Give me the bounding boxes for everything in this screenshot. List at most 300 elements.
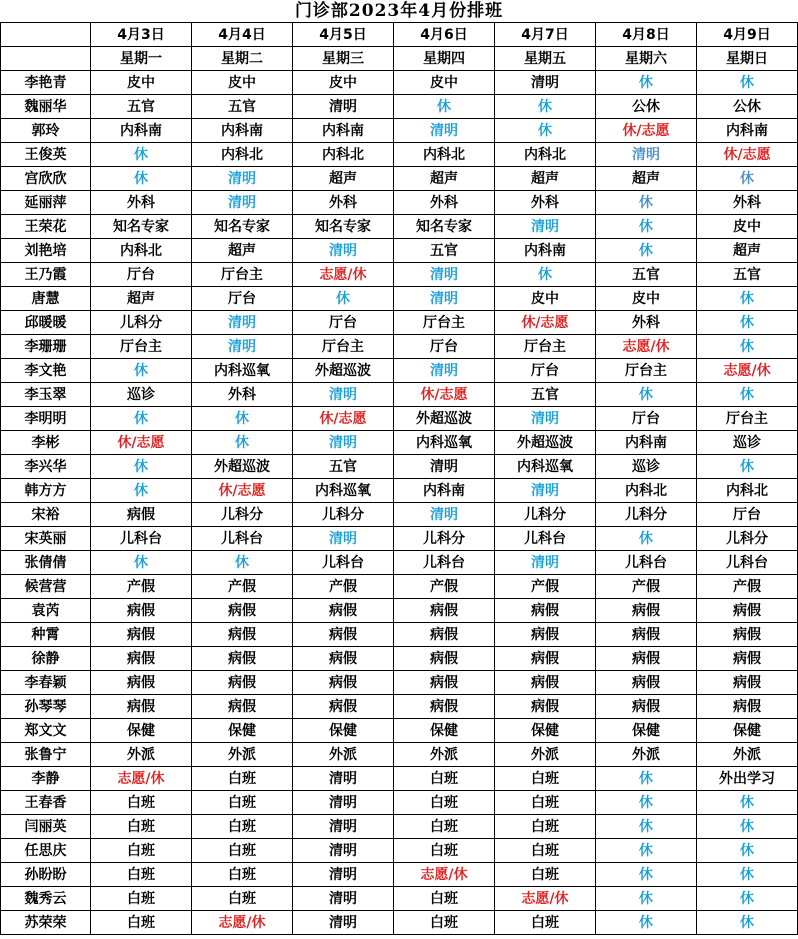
table-row (1, 575, 798, 599)
table-row (1, 599, 798, 623)
shift-cell: 知名专家 (192, 215, 293, 239)
shift-cell: 厅台主 (697, 407, 798, 431)
staff-name: 魏秀云 (1, 887, 91, 911)
weekday-header: 星期二 (192, 47, 293, 71)
shift-cell: 外科 (697, 191, 798, 215)
table-row (1, 887, 798, 911)
shift-cell: 白班 (91, 791, 192, 815)
shift-cell: 病假 (697, 695, 798, 719)
staff-name: 李玉翠 (1, 383, 91, 407)
shift-cell: 厅台 (192, 287, 293, 311)
shift-cell: 五官 (394, 239, 495, 263)
shift-cell: 休 (91, 551, 192, 575)
shift-cell: 清明 (293, 791, 394, 815)
shift-cell: 外超巡波 (192, 455, 293, 479)
shift-cell: 休/志愿 (596, 119, 697, 143)
shift-cell: 清明 (293, 911, 394, 935)
shift-cell: 五官 (91, 95, 192, 119)
shift-cell: 休 (697, 383, 798, 407)
shift-cell: 超声 (596, 167, 697, 191)
shift-cell: 清明 (293, 839, 394, 863)
shift-cell: 休 (192, 407, 293, 431)
shift-cell: 皮中 (192, 71, 293, 95)
shift-cell: 五官 (293, 455, 394, 479)
shift-cell: 休 (697, 863, 798, 887)
shift-cell: 病假 (91, 695, 192, 719)
shift-cell: 休 (697, 911, 798, 935)
shift-cell: 清明 (293, 527, 394, 551)
staff-name: 李春颖 (1, 671, 91, 695)
shift-cell: 外派 (192, 743, 293, 767)
table-row (1, 791, 798, 815)
table-row (1, 263, 798, 287)
shift-cell: 休/志愿 (293, 407, 394, 431)
shift-cell: 病假 (91, 599, 192, 623)
staff-name: 孙盼盼 (1, 863, 91, 887)
shift-cell: 内科北 (192, 143, 293, 167)
shift-cell: 内科南 (495, 239, 596, 263)
weekday-header: 星期三 (293, 47, 394, 71)
shift-cell: 病假 (495, 599, 596, 623)
shift-cell: 白班 (91, 887, 192, 911)
shift-cell: 内科南 (293, 119, 394, 143)
shift-cell: 清明 (394, 287, 495, 311)
table-row (1, 623, 798, 647)
date-header: 4月3日 (91, 23, 192, 47)
shift-cell: 皮中 (697, 215, 798, 239)
staff-name: 王春香 (1, 791, 91, 815)
shift-cell: 清明 (192, 335, 293, 359)
shift-cell: 休 (596, 767, 697, 791)
table-row (1, 719, 798, 743)
shift-cell: 清明 (495, 551, 596, 575)
table-row (1, 287, 798, 311)
shift-cell: 外派 (394, 743, 495, 767)
shift-cell: 病假 (697, 647, 798, 671)
shift-cell: 休 (91, 479, 192, 503)
shift-cell: 外科 (293, 191, 394, 215)
weekday-header: 星期四 (394, 47, 495, 71)
shift-cell: 白班 (394, 815, 495, 839)
shift-cell: 厅台主 (91, 335, 192, 359)
shift-cell: 白班 (192, 791, 293, 815)
shift-cell: 白班 (495, 911, 596, 935)
staff-name: 徐静 (1, 647, 91, 671)
shift-cell: 白班 (91, 839, 192, 863)
shift-cell: 皮中 (91, 71, 192, 95)
shift-cell: 内科巡氧 (192, 359, 293, 383)
shift-cell: 志愿/休 (394, 863, 495, 887)
shift-cell: 儿科台 (192, 527, 293, 551)
shift-cell: 病假 (91, 647, 192, 671)
staff-name: 郭玲 (1, 119, 91, 143)
table-row (1, 143, 798, 167)
shift-cell: 超声 (293, 167, 394, 191)
shift-cell: 保健 (293, 719, 394, 743)
shift-cell: 儿科分 (192, 503, 293, 527)
shift-cell: 外超巡波 (394, 407, 495, 431)
table-row (1, 911, 798, 935)
shift-cell: 白班 (394, 839, 495, 863)
shift-cell: 清明 (394, 263, 495, 287)
shift-cell: 超声 (495, 167, 596, 191)
shift-cell: 病假 (293, 695, 394, 719)
staff-name: 袁芮 (1, 599, 91, 623)
shift-cell: 志愿/休 (293, 263, 394, 287)
shift-cell: 休 (495, 119, 596, 143)
table-row (1, 215, 798, 239)
staff-name: 唐慧 (1, 287, 91, 311)
shift-cell: 清明 (192, 191, 293, 215)
shift-cell: 儿科分 (596, 503, 697, 527)
shift-cell: 白班 (495, 839, 596, 863)
shift-cell: 产假 (596, 575, 697, 599)
weekday-header: 星期一 (91, 47, 192, 71)
table-row (1, 839, 798, 863)
staff-name: 宫欣欣 (1, 167, 91, 191)
shift-cell: 病假 (495, 671, 596, 695)
staff-name: 李彬 (1, 431, 91, 455)
shift-cell: 清明 (394, 359, 495, 383)
shift-cell: 休/志愿 (91, 431, 192, 455)
shift-cell: 外科 (394, 191, 495, 215)
staff-name: 李文艳 (1, 359, 91, 383)
shift-cell: 儿科台 (91, 527, 192, 551)
shift-cell: 清明 (495, 479, 596, 503)
staff-name: 苏荣荣 (1, 911, 91, 935)
shift-cell: 厅台 (495, 359, 596, 383)
shift-cell: 产假 (697, 575, 798, 599)
shift-cell: 外派 (91, 743, 192, 767)
shift-cell: 白班 (192, 863, 293, 887)
shift-cell: 休 (596, 215, 697, 239)
shift-cell: 儿科台 (394, 551, 495, 575)
staff-name: 候营营 (1, 575, 91, 599)
shift-cell: 病假 (293, 623, 394, 647)
shift-cell: 病假 (293, 647, 394, 671)
shift-cell: 休/志愿 (192, 479, 293, 503)
staff-name: 韩方方 (1, 479, 91, 503)
shift-cell: 志愿/休 (596, 335, 697, 359)
shift-cell: 厅台 (596, 407, 697, 431)
shift-cell: 志愿/休 (495, 887, 596, 911)
staff-name: 闫丽英 (1, 815, 91, 839)
staff-name: 刘艳培 (1, 239, 91, 263)
shift-cell: 白班 (394, 887, 495, 911)
shift-cell: 内科巡氧 (394, 431, 495, 455)
table-row (1, 335, 798, 359)
shift-cell: 休 (596, 527, 697, 551)
shift-cell: 清明 (293, 815, 394, 839)
table-row (1, 647, 798, 671)
shift-cell: 内科北 (91, 239, 192, 263)
table-row (1, 503, 798, 527)
shift-cell: 厅台主 (293, 335, 394, 359)
corner-cell (1, 47, 91, 71)
shift-cell: 外派 (697, 743, 798, 767)
shift-cell: 清明 (293, 431, 394, 455)
shift-cell: 皮中 (495, 287, 596, 311)
shift-cell: 病假 (192, 623, 293, 647)
shift-cell: 休 (697, 311, 798, 335)
shift-cell: 皮中 (596, 287, 697, 311)
shift-cell: 休 (596, 791, 697, 815)
table-row (1, 551, 798, 575)
shift-cell: 病假 (91, 671, 192, 695)
shift-cell: 内科南 (697, 119, 798, 143)
shift-cell: 产假 (293, 575, 394, 599)
shift-cell: 休 (596, 239, 697, 263)
shift-cell: 休 (192, 431, 293, 455)
shift-cell: 白班 (192, 767, 293, 791)
shift-cell: 五官 (596, 263, 697, 287)
table-row (1, 407, 798, 431)
shift-cell: 清明 (293, 239, 394, 263)
shift-cell: 清明 (495, 407, 596, 431)
shift-cell: 产假 (91, 575, 192, 599)
shift-cell: 休 (596, 383, 697, 407)
shift-cell: 休 (192, 551, 293, 575)
shift-cell: 休 (495, 263, 596, 287)
shift-cell: 儿科台 (495, 527, 596, 551)
shift-cell: 志愿/休 (697, 359, 798, 383)
shift-cell: 外科 (495, 191, 596, 215)
shift-cell: 休 (697, 791, 798, 815)
shift-cell: 知名专家 (91, 215, 192, 239)
shift-cell: 内科北 (293, 143, 394, 167)
shift-cell: 清明 (192, 311, 293, 335)
shift-cell: 皮中 (293, 71, 394, 95)
shift-cell: 儿科台 (596, 551, 697, 575)
shift-cell: 病假 (394, 623, 495, 647)
shift-cell: 休 (596, 71, 697, 95)
shift-cell: 超声 (697, 239, 798, 263)
table-row (1, 359, 798, 383)
shift-cell: 清明 (495, 71, 596, 95)
shift-cell: 休 (495, 95, 596, 119)
shift-cell: 白班 (91, 911, 192, 935)
shift-cell: 清明 (293, 95, 394, 119)
shift-cell: 病假 (394, 695, 495, 719)
date-header: 4月4日 (192, 23, 293, 47)
shift-cell: 外科 (596, 311, 697, 335)
table-row (1, 167, 798, 191)
shift-cell: 巡诊 (697, 431, 798, 455)
shift-cell: 休 (394, 95, 495, 119)
table-row (1, 455, 798, 479)
shift-cell: 内科南 (394, 479, 495, 503)
shift-cell: 外派 (293, 743, 394, 767)
shift-cell: 白班 (192, 887, 293, 911)
shift-cell: 病假 (394, 647, 495, 671)
shift-cell: 内科北 (697, 479, 798, 503)
shift-cell: 外派 (596, 743, 697, 767)
shift-cell: 公休 (596, 95, 697, 119)
shift-cell: 休/志愿 (697, 143, 798, 167)
shift-cell: 休 (91, 359, 192, 383)
shift-cell: 白班 (495, 863, 596, 887)
shift-cell: 厅台主 (192, 263, 293, 287)
shift-cell: 厅台主 (596, 359, 697, 383)
shift-cell: 病假 (495, 647, 596, 671)
shift-cell: 外科 (91, 191, 192, 215)
table-row (1, 815, 798, 839)
shift-cell: 保健 (495, 719, 596, 743)
shift-cell: 病假 (596, 671, 697, 695)
shift-cell: 志愿/休 (91, 767, 192, 791)
staff-name: 魏丽华 (1, 95, 91, 119)
shift-cell: 儿科台 (697, 551, 798, 575)
table-row (1, 527, 798, 551)
shift-cell: 清明 (495, 215, 596, 239)
shift-cell: 病假 (495, 623, 596, 647)
table-row (1, 239, 798, 263)
title-row (1, 0, 798, 23)
shift-cell: 病假 (293, 671, 394, 695)
staff-name: 郑文文 (1, 719, 91, 743)
shift-cell: 保健 (394, 719, 495, 743)
shift-cell: 厅台 (293, 311, 394, 335)
shift-cell: 白班 (394, 791, 495, 815)
shift-cell: 超声 (394, 167, 495, 191)
weekday-header: 星期日 (697, 47, 798, 71)
weekday-header: 星期五 (495, 47, 596, 71)
shift-cell: 休 (697, 887, 798, 911)
shift-cell: 病假 (192, 671, 293, 695)
shift-cell: 休 (596, 887, 697, 911)
shift-cell: 病假 (495, 695, 596, 719)
shift-cell: 保健 (192, 719, 293, 743)
page-title: 门诊部2023年4月份排班 (294, 1, 504, 21)
shift-cell: 厅台 (697, 503, 798, 527)
shift-cell: 病假 (192, 647, 293, 671)
shift-cell: 清明 (293, 767, 394, 791)
shift-cell: 病假 (91, 503, 192, 527)
shift-cell: 病假 (596, 623, 697, 647)
shift-cell: 儿科分 (91, 311, 192, 335)
staff-name: 王乃霞 (1, 263, 91, 287)
shift-cell: 病假 (192, 695, 293, 719)
shift-cell: 内科南 (596, 431, 697, 455)
staff-name: 宋裕 (1, 503, 91, 527)
shift-cell: 儿科分 (495, 503, 596, 527)
shift-cell: 病假 (697, 623, 798, 647)
shift-cell: 病假 (596, 647, 697, 671)
staff-name: 李兴华 (1, 455, 91, 479)
shift-cell: 内科北 (596, 479, 697, 503)
shift-cell: 保健 (697, 719, 798, 743)
shift-cell: 清明 (394, 455, 495, 479)
table-row (1, 95, 798, 119)
staff-name: 王荣花 (1, 215, 91, 239)
shift-cell: 外出学习 (697, 767, 798, 791)
shift-cell: 皮中 (394, 71, 495, 95)
shift-cell: 志愿/休 (192, 911, 293, 935)
table-row (1, 191, 798, 215)
shift-cell: 儿科台 (293, 551, 394, 575)
table-row (1, 743, 798, 767)
shift-cell: 保健 (91, 719, 192, 743)
date-header: 4月6日 (394, 23, 495, 47)
table-row (1, 863, 798, 887)
staff-name: 孙琴琴 (1, 695, 91, 719)
shift-cell: 儿科分 (293, 503, 394, 527)
table-row (1, 119, 798, 143)
shift-cell: 休 (596, 191, 697, 215)
staff-name: 延丽萍 (1, 191, 91, 215)
shift-cell: 休/志愿 (495, 311, 596, 335)
staff-name: 王俊英 (1, 143, 91, 167)
shift-cell: 白班 (192, 815, 293, 839)
shift-cell: 产假 (192, 575, 293, 599)
shift-cell: 白班 (495, 767, 596, 791)
table-row (1, 71, 798, 95)
staff-name: 李静 (1, 767, 91, 791)
shift-cell: 白班 (192, 839, 293, 863)
shift-cell: 厅台 (91, 263, 192, 287)
shift-cell: 知名专家 (394, 215, 495, 239)
shift-cell: 清明 (394, 119, 495, 143)
shift-cell: 病假 (596, 599, 697, 623)
shift-cell: 清明 (293, 887, 394, 911)
shift-cell: 白班 (394, 767, 495, 791)
shift-cell: 内科巡氧 (495, 455, 596, 479)
shift-cell: 外派 (495, 743, 596, 767)
shift-cell: 产假 (394, 575, 495, 599)
shift-cell: 保健 (596, 719, 697, 743)
staff-name: 种霄 (1, 623, 91, 647)
shift-cell: 外科 (192, 383, 293, 407)
shift-cell: 内科南 (91, 119, 192, 143)
shift-cell: 巡诊 (91, 383, 192, 407)
shift-cell: 五官 (192, 95, 293, 119)
shift-cell: 休 (91, 167, 192, 191)
date-header: 4月8日 (596, 23, 697, 47)
shift-cell: 白班 (394, 911, 495, 935)
shift-cell: 休 (697, 839, 798, 863)
shift-cell: 内科巡氧 (293, 479, 394, 503)
shift-cell: 病假 (91, 623, 192, 647)
shift-cell: 休 (596, 839, 697, 863)
shift-cell: 白班 (91, 815, 192, 839)
shift-cell: 超声 (192, 239, 293, 263)
table-row (1, 671, 798, 695)
date-header-row (1, 23, 798, 47)
shift-cell: 休 (91, 143, 192, 167)
shift-cell: 病假 (394, 671, 495, 695)
shift-cell: 休 (293, 287, 394, 311)
shift-cell: 休 (596, 911, 697, 935)
table-row (1, 767, 798, 791)
shift-cell: 白班 (91, 863, 192, 887)
shift-cell: 休 (697, 167, 798, 191)
table-row (1, 695, 798, 719)
date-header: 4月9日 (697, 23, 798, 47)
shift-cell: 休 (596, 863, 697, 887)
shift-cell: 清明 (192, 167, 293, 191)
shift-cell: 公休 (697, 95, 798, 119)
shift-cell: 外超巡波 (293, 359, 394, 383)
shift-cell: 巡诊 (596, 455, 697, 479)
weekday-header: 星期六 (596, 47, 697, 71)
staff-name: 张倩倩 (1, 551, 91, 575)
staff-name: 李艳青 (1, 71, 91, 95)
shift-cell: 五官 (697, 263, 798, 287)
staff-name: 李珊珊 (1, 335, 91, 359)
shift-cell: 内科北 (495, 143, 596, 167)
corner-cell (1, 23, 91, 47)
shift-cell: 休 (697, 287, 798, 311)
